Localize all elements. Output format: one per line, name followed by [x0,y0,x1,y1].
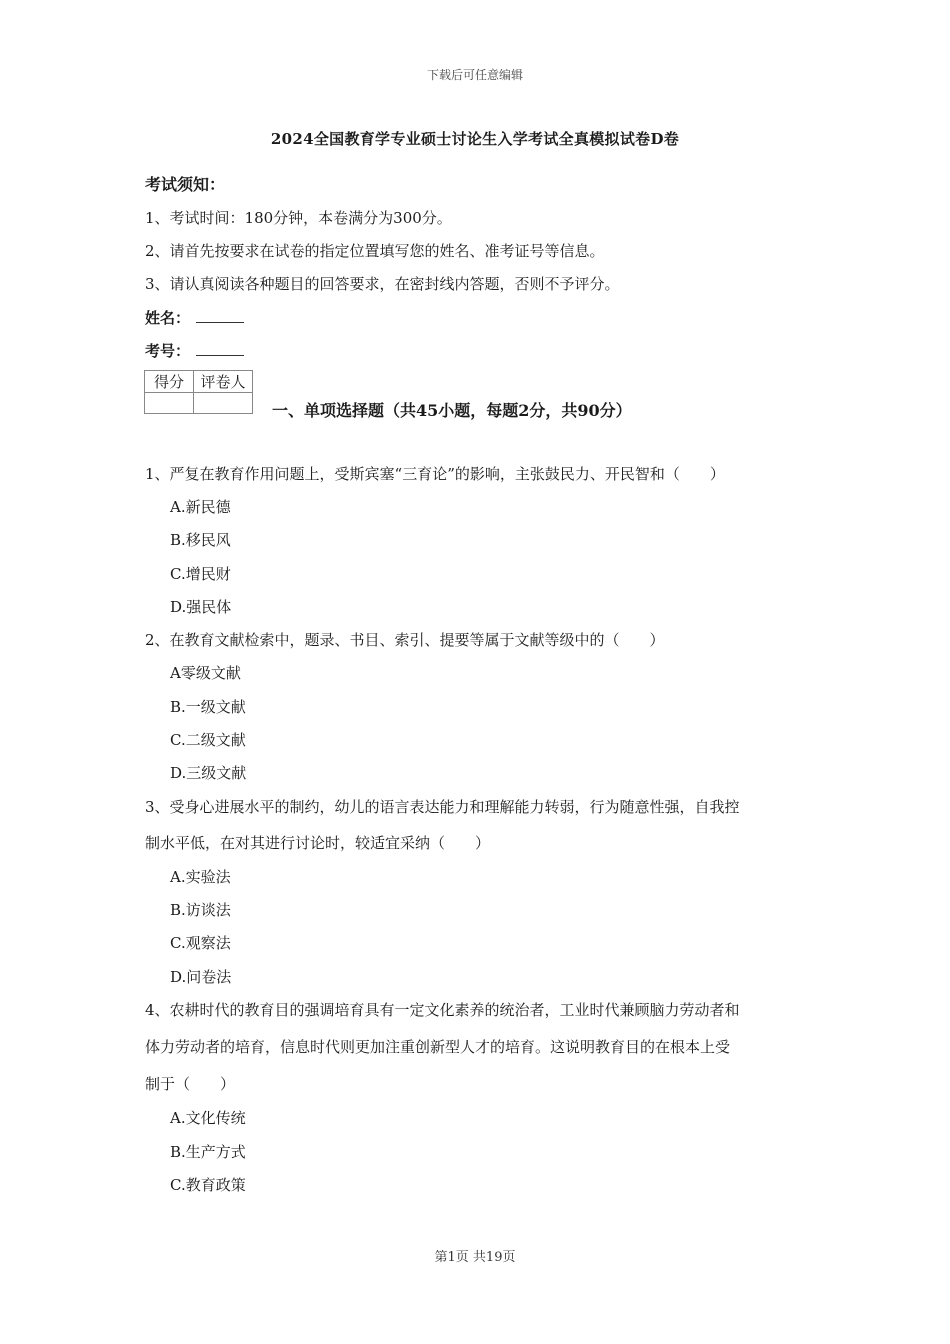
notice-item: 3、请认真阅读各种题目的回答要求，在密封线内答题，否则不予评分。 [145,275,620,293]
question-3-option-a[interactable]: A.实验法 [170,868,231,886]
name-label: 姓名： [145,309,191,327]
question-1-option-a[interactable]: A.新民德 [170,498,231,516]
id-field [145,340,244,361]
question-3-option-c[interactable]: C.观察法 [170,934,231,952]
score-cell[interactable] [145,393,194,414]
name-blank[interactable] [196,308,244,323]
score-table [144,370,253,414]
notice-item: 1、考试时间：180分钟，本卷满分为300分。 [145,209,452,227]
question-2-option-b[interactable]: B.一级文献 [170,698,246,716]
question-4-stem-line: 体力劳动者的培育，信息时代则更加注重创新型人才的培育。这说明教育目的在根本上受 [145,1038,731,1056]
id-label: 考号： [145,342,191,360]
question-1-option-d[interactable]: D.强民体 [170,598,232,616]
question-4-stem-line: 4、农耕时代的教育目的强调培育具有一定文化素养的统治者，工业时代兼顾脑力劳动者和 [145,1001,740,1019]
id-blank[interactable] [196,341,244,356]
question-4-option-c[interactable]: C.教育政策 [170,1176,246,1194]
question-2-option-c[interactable]: C.二级文献 [170,731,246,749]
question-4-option-b[interactable]: B.生产方式 [170,1143,246,1161]
question-1-option-c[interactable]: C.增民财 [170,565,231,583]
question-1-stem: 1、严复在教育作用问题上，受斯宾塞“三育论”的影响，主张鼓民力、开民智和（ ） [145,465,725,483]
grader-header: 评卷人 [194,371,253,393]
grader-cell[interactable] [194,393,253,414]
page-header-note: 下载后可任意编辑 [426,68,523,82]
question-3-stem-line: 制水平低，在对其进行讨论时，较适宜采纳（ ） [145,834,491,852]
question-2-option-d[interactable]: D.三级文献 [170,764,247,782]
score-header: 得分 [145,371,194,393]
section-title: 一、单项选择题（共45小题，每题2分，共90分） [272,401,632,420]
exam-title: 2024全国教育学专业硕士讨论生入学考试全真模拟试卷D卷 [270,130,680,148]
question-3-stem-line: 3、受身心进展水平的制约，幼儿的语言表达能力和理解能力转弱，行为随意性强，自我控 [145,798,740,816]
question-1-option-b[interactable]: B.移民风 [170,531,231,549]
notice-heading: 考试须知： [145,175,226,194]
question-4-option-a[interactable]: A.文化传统 [170,1109,246,1127]
name-field [145,307,244,328]
page-number: 第1页 共19页 [434,1250,516,1265]
question-3-option-d[interactable]: D.问卷法 [170,968,232,986]
question-3-option-b[interactable]: B.访谈法 [170,901,231,919]
question-2-option-a[interactable]: A零级文献 [170,664,241,682]
question-2-stem: 2、在教育文献检索中，题录、书目、索引、提要等属于文献等级中的（ ） [145,631,665,649]
question-4-stem-line: 制于（ ） [145,1075,236,1093]
notice-item: 2、请首先按要求在试卷的指定位置填写您的姓名、准考证号等信息。 [145,242,605,260]
